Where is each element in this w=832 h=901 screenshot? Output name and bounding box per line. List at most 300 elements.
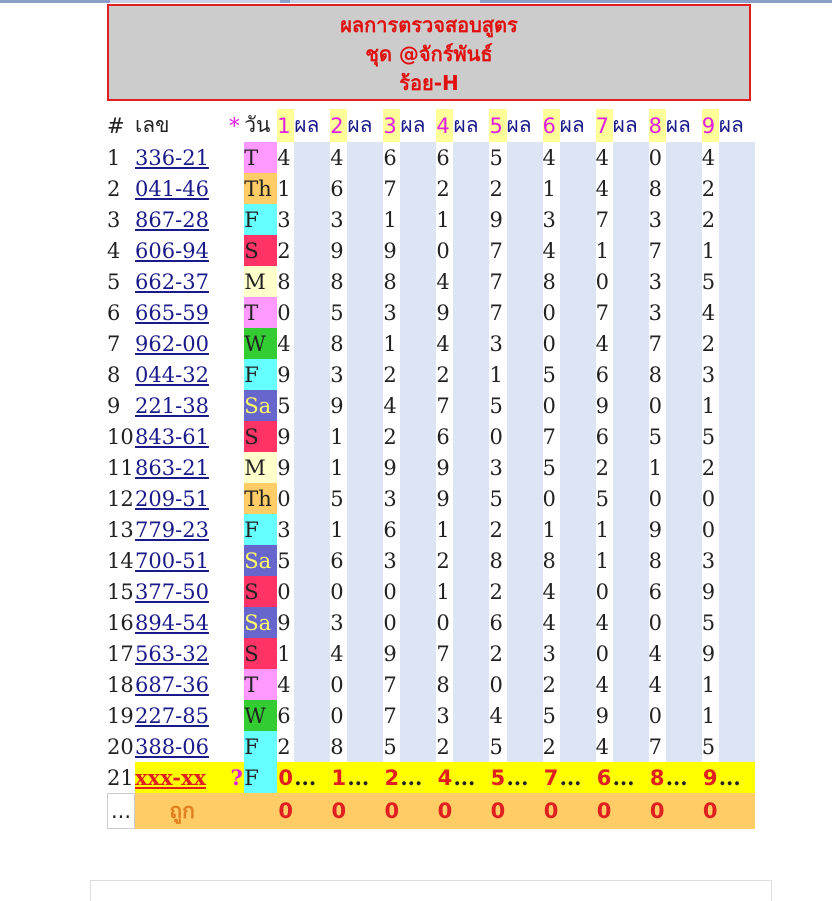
- header-digit-2: 2: [330, 109, 347, 142]
- row-digit: 1: [596, 545, 613, 576]
- row-digit: 1: [489, 359, 506, 390]
- row-result: [507, 700, 543, 731]
- row-digit: 1: [702, 700, 719, 731]
- summary-spacer: [453, 793, 489, 829]
- prediction-digit: 9: [702, 762, 719, 793]
- row-number-link[interactable]: 388-06: [135, 734, 209, 759]
- row-star: [229, 328, 244, 359]
- row-digit: 1: [543, 173, 560, 204]
- title-line-3: ร้อย-H: [399, 71, 459, 95]
- row-result: [666, 483, 702, 514]
- table-row: [107, 421, 755, 452]
- row-digit: 8: [330, 731, 347, 762]
- row-digit: 0: [702, 514, 719, 545]
- header-result-6: ผล: [560, 109, 596, 142]
- header-result-3: ผล: [400, 109, 436, 142]
- header-result-5: ผล: [507, 109, 543, 142]
- row-day-badge: F: [244, 514, 277, 545]
- row-result: [453, 359, 489, 390]
- row-result: [294, 669, 330, 700]
- row-digit: 4: [436, 266, 453, 297]
- row-digit: 6: [330, 173, 347, 204]
- summary-spacer: [294, 793, 330, 829]
- table-row: [107, 173, 755, 204]
- table-row: [107, 638, 755, 669]
- row-result: [294, 328, 330, 359]
- row-digit: 9: [330, 235, 347, 266]
- row-digit: 4: [543, 576, 560, 607]
- row-digit: 7: [489, 297, 506, 328]
- row-result: [347, 297, 383, 328]
- row-star: [229, 638, 244, 669]
- row-digit: 5: [330, 297, 347, 328]
- row-number-link[interactable]: 563-32: [135, 641, 209, 666]
- header-number: เลข: [135, 109, 229, 142]
- row-number-link[interactable]: 665-59: [135, 300, 209, 325]
- row-result: [507, 142, 543, 173]
- row-result: [666, 359, 702, 390]
- row-digit: 7: [436, 638, 453, 669]
- row-digit: 6: [596, 421, 613, 452]
- row-result: [719, 669, 755, 700]
- row-result: [294, 514, 330, 545]
- row-result: [400, 359, 436, 390]
- row-number-link[interactable]: 894-54: [135, 610, 209, 635]
- header-star: *: [229, 109, 244, 142]
- row-digit: 9: [277, 421, 294, 452]
- row-number-link[interactable]: 041-46: [135, 176, 209, 201]
- row-digit: 8: [649, 545, 666, 576]
- row-result: [347, 514, 383, 545]
- row-day-badge: Sa: [244, 390, 277, 421]
- row-star: [229, 607, 244, 638]
- summary-value: 0: [649, 793, 666, 829]
- row-digit: 2: [436, 359, 453, 390]
- row-number-link[interactable]: 336-21: [135, 145, 209, 170]
- row-result: [294, 359, 330, 390]
- row-result: [453, 607, 489, 638]
- row-index: 8: [107, 359, 135, 390]
- row-star: [229, 669, 244, 700]
- row-result: [507, 607, 543, 638]
- row-digit: 9: [277, 607, 294, 638]
- row-result: [347, 576, 383, 607]
- row-day-badge: S: [244, 235, 277, 266]
- row-number-link[interactable]: 700-51: [135, 548, 209, 573]
- row-digit: 7: [489, 235, 506, 266]
- row-result: [453, 731, 489, 762]
- header-digit-3: 3: [383, 109, 400, 142]
- row-digit: 0: [543, 483, 560, 514]
- summary-label: ถูก: [135, 793, 229, 829]
- row-digit: 6: [489, 607, 506, 638]
- row-digit: 5: [543, 452, 560, 483]
- table-row: [107, 452, 755, 483]
- header-row: [107, 109, 755, 142]
- row-digit: 1: [330, 452, 347, 483]
- row-result: [400, 669, 436, 700]
- row-digit: 1: [596, 235, 613, 266]
- row-result: [560, 483, 596, 514]
- row-digit: 2: [277, 235, 294, 266]
- row-number-cell: [135, 359, 229, 390]
- row-digit: 0: [330, 576, 347, 607]
- row-digit: 0: [649, 607, 666, 638]
- row-star: [229, 545, 244, 576]
- table-row: [107, 266, 755, 297]
- row-digit: 1: [330, 514, 347, 545]
- row-result: [560, 731, 596, 762]
- header-result-8: ผล: [666, 109, 702, 142]
- row-result: [507, 328, 543, 359]
- row-digit: 2: [436, 173, 453, 204]
- row-index: 19: [107, 700, 135, 731]
- row-result: [347, 545, 383, 576]
- row-number-link[interactable]: 962-00: [135, 331, 209, 356]
- header-digit-4: 4: [436, 109, 453, 142]
- row-result: [347, 173, 383, 204]
- row-result: [719, 204, 755, 235]
- row-result: [613, 297, 649, 328]
- row-result: [613, 235, 649, 266]
- row-digit: 6: [383, 142, 400, 173]
- row-digit: 5: [702, 607, 719, 638]
- row-number-link[interactable]: 227-85: [135, 703, 209, 728]
- header-digit-5: 5: [489, 109, 506, 142]
- row-digit: 3: [383, 483, 400, 514]
- row-digit: 7: [383, 669, 400, 700]
- row-result: [613, 266, 649, 297]
- row-result: [719, 514, 755, 545]
- row-result: [666, 576, 702, 607]
- row-result: [347, 669, 383, 700]
- table-row: [107, 576, 755, 607]
- header-result-1: ผล: [294, 109, 330, 142]
- row-result: [347, 390, 383, 421]
- row-digit: 0: [649, 390, 666, 421]
- row-number-cell: [135, 669, 229, 700]
- row-digit: 2: [543, 731, 560, 762]
- row-number-cell: [135, 173, 229, 204]
- row-digit: 5: [596, 483, 613, 514]
- table-row: [107, 328, 755, 359]
- row-number-link[interactable]: 662-37: [135, 269, 209, 294]
- title-line-2: ชุด @จักร์พันธ์: [365, 42, 493, 66]
- row-result: [453, 204, 489, 235]
- row-result: [666, 700, 702, 731]
- row-result: [560, 452, 596, 483]
- row-result: [719, 731, 755, 762]
- row-digit: 1: [702, 669, 719, 700]
- row-result: [560, 421, 596, 452]
- row-result: [507, 235, 543, 266]
- row-result: [453, 173, 489, 204]
- row-digit: 4: [489, 700, 506, 731]
- row-digit: 5: [649, 421, 666, 452]
- row-digit: 9: [277, 359, 294, 390]
- prediction-result: ...: [400, 762, 436, 793]
- table-row: [107, 700, 755, 731]
- row-digit: 2: [383, 359, 400, 390]
- top-tab-1: [110, 0, 280, 3]
- table-row: [107, 514, 755, 545]
- row-result: [666, 514, 702, 545]
- row-digit: 8: [649, 359, 666, 390]
- row-result: [719, 576, 755, 607]
- row-digit: 9: [649, 514, 666, 545]
- row-result: [613, 638, 649, 669]
- table-row: [107, 204, 755, 235]
- prediction-index: 21: [107, 762, 135, 793]
- row-number-cell: [135, 452, 229, 483]
- row-number-cell: [135, 514, 229, 545]
- row-number-cell: [135, 235, 229, 266]
- row-index: 3: [107, 204, 135, 235]
- row-day-badge: W: [244, 328, 277, 359]
- row-digit: 0: [649, 700, 666, 731]
- row-result: [400, 700, 436, 731]
- row-digit: 8: [277, 266, 294, 297]
- prediction-result: ...: [294, 762, 330, 793]
- summary-value: 0: [596, 793, 613, 829]
- row-digit: 4: [596, 669, 613, 700]
- row-result: [453, 142, 489, 173]
- row-result: [294, 142, 330, 173]
- row-number-link[interactable]: 843-61: [135, 424, 209, 449]
- formula-title-box: [107, 4, 751, 101]
- table-row: [107, 297, 755, 328]
- row-result: [507, 421, 543, 452]
- row-result: [507, 359, 543, 390]
- row-result: [666, 204, 702, 235]
- row-result: [507, 638, 543, 669]
- row-number-link[interactable]: 221-38: [135, 393, 209, 418]
- row-result: [507, 297, 543, 328]
- prediction-digit: 8: [649, 762, 666, 793]
- row-digit: 3: [383, 297, 400, 328]
- row-result: [560, 390, 596, 421]
- row-result: [294, 235, 330, 266]
- row-day-badge: W: [244, 700, 277, 731]
- row-number-link[interactable]: 209-51: [135, 486, 209, 511]
- row-result: [613, 669, 649, 700]
- row-digit: 0: [383, 576, 400, 607]
- row-digit: 1: [277, 638, 294, 669]
- row-digit: 0: [543, 390, 560, 421]
- row-index: 16: [107, 607, 135, 638]
- row-result: [453, 483, 489, 514]
- row-digit: 7: [649, 731, 666, 762]
- row-digit: 8: [330, 328, 347, 359]
- row-digit: 0: [330, 669, 347, 700]
- row-digit: 5: [489, 731, 506, 762]
- row-digit: 5: [702, 731, 719, 762]
- row-digit: 5: [277, 390, 294, 421]
- bottom-panel: [90, 880, 772, 901]
- row-number-link[interactable]: 863-21: [135, 455, 209, 480]
- row-number-link[interactable]: 687-36: [135, 672, 209, 697]
- summary-value: 0: [543, 793, 560, 829]
- row-digit: 4: [330, 142, 347, 173]
- row-number-link[interactable]: 779-23: [135, 517, 209, 542]
- row-number-link[interactable]: 867-28: [135, 207, 209, 232]
- row-result: [507, 204, 543, 235]
- row-result: [347, 638, 383, 669]
- row-result: [400, 576, 436, 607]
- row-result: [666, 142, 702, 173]
- row-result: [719, 235, 755, 266]
- row-digit: 5: [489, 142, 506, 173]
- row-index: 14: [107, 545, 135, 576]
- row-digit: 9: [702, 638, 719, 669]
- browser-top-strip: [0, 0, 832, 3]
- row-result: [719, 700, 755, 731]
- table-row: [107, 731, 755, 762]
- row-digit: 1: [277, 173, 294, 204]
- row-digit: 8: [383, 266, 400, 297]
- row-result: [613, 390, 649, 421]
- summary-spacer: [666, 793, 702, 829]
- row-digit: 1: [436, 204, 453, 235]
- row-result: [400, 545, 436, 576]
- row-result: [294, 731, 330, 762]
- row-star: [229, 700, 244, 731]
- row-result: [400, 297, 436, 328]
- row-digit: 7: [596, 204, 613, 235]
- table-row: [107, 545, 755, 576]
- row-digit: 4: [596, 142, 613, 173]
- row-digit: 3: [436, 700, 453, 731]
- row-day-badge: S: [244, 638, 277, 669]
- row-result: [560, 297, 596, 328]
- summary-value: 0: [489, 793, 506, 829]
- row-result: [453, 235, 489, 266]
- row-digit: 7: [436, 390, 453, 421]
- row-digit: 3: [277, 514, 294, 545]
- row-result: [347, 452, 383, 483]
- row-result: [453, 700, 489, 731]
- row-result: [453, 452, 489, 483]
- row-result: [613, 607, 649, 638]
- summary-spacer: [400, 793, 436, 829]
- row-result: [453, 390, 489, 421]
- row-day-badge: Sa: [244, 607, 277, 638]
- row-number-link[interactable]: 606-94: [135, 238, 209, 263]
- row-star: [229, 483, 244, 514]
- row-number-cell: [135, 421, 229, 452]
- row-result: [560, 266, 596, 297]
- row-index: 11: [107, 452, 135, 483]
- row-result: [453, 514, 489, 545]
- row-digit: 9: [596, 700, 613, 731]
- row-result: [719, 607, 755, 638]
- row-digit: 5: [277, 545, 294, 576]
- row-number-cell: [135, 328, 229, 359]
- row-result: [294, 607, 330, 638]
- row-result: [347, 204, 383, 235]
- header-result-4: ผล: [453, 109, 489, 142]
- row-result: [719, 142, 755, 173]
- row-result: [666, 452, 702, 483]
- row-star: [229, 173, 244, 204]
- row-result: [400, 638, 436, 669]
- row-result: [507, 514, 543, 545]
- row-number-link[interactable]: 377-50: [135, 579, 209, 604]
- row-digit: 8: [543, 545, 560, 576]
- row-digit: 4: [649, 638, 666, 669]
- row-result: [613, 204, 649, 235]
- row-number-cell: [135, 483, 229, 514]
- row-digit: 4: [277, 328, 294, 359]
- row-result: [719, 421, 755, 452]
- prediction-star: ?: [229, 762, 244, 793]
- header-digit-7: 7: [596, 109, 613, 142]
- row-result: [666, 173, 702, 204]
- prediction-number-link[interactable]: xxx-xx: [135, 765, 206, 790]
- row-digit: 8: [330, 266, 347, 297]
- summary-value: 0: [330, 793, 347, 829]
- row-result: [294, 700, 330, 731]
- row-digit: 0: [330, 700, 347, 731]
- row-result: [294, 390, 330, 421]
- row-result: [294, 204, 330, 235]
- row-result: [294, 452, 330, 483]
- header-result-2: ผล: [347, 109, 383, 142]
- prediction-digit: 5: [489, 762, 506, 793]
- row-index: 18: [107, 669, 135, 700]
- row-digit: 4: [436, 328, 453, 359]
- row-digit: 1: [649, 452, 666, 483]
- prediction-result: ...: [453, 762, 489, 793]
- prediction-digit: 2: [383, 762, 400, 793]
- row-result: [347, 483, 383, 514]
- row-star: [229, 452, 244, 483]
- row-digit: 9: [702, 576, 719, 607]
- row-result: [507, 669, 543, 700]
- row-result: [453, 545, 489, 576]
- row-number-cell: [135, 700, 229, 731]
- prediction-day-badge: F: [244, 762, 277, 793]
- row-digit: 5: [383, 731, 400, 762]
- row-digit: 1: [596, 514, 613, 545]
- row-number-cell: [135, 142, 229, 173]
- row-day-badge: S: [244, 576, 277, 607]
- row-digit: 2: [702, 452, 719, 483]
- prediction-number-cell: [135, 762, 229, 793]
- row-digit: 4: [383, 390, 400, 421]
- row-digit: 1: [543, 514, 560, 545]
- table-row: [107, 359, 755, 390]
- row-digit: 4: [596, 173, 613, 204]
- table-row: [107, 483, 755, 514]
- summary-spacer: [347, 793, 383, 829]
- row-result: [719, 390, 755, 421]
- row-digit: 5: [702, 421, 719, 452]
- row-digit: 6: [596, 359, 613, 390]
- row-digit: 1: [330, 421, 347, 452]
- prediction-result: ...: [560, 762, 596, 793]
- row-number-link[interactable]: 044-32: [135, 362, 209, 387]
- row-day-badge: Th: [244, 483, 277, 514]
- row-result: [666, 266, 702, 297]
- row-digit: 3: [489, 452, 506, 483]
- header-day: วัน: [244, 109, 277, 142]
- row-result: [347, 328, 383, 359]
- row-digit: 0: [489, 421, 506, 452]
- row-digit: 2: [383, 421, 400, 452]
- row-day-badge: F: [244, 359, 277, 390]
- row-star: [229, 359, 244, 390]
